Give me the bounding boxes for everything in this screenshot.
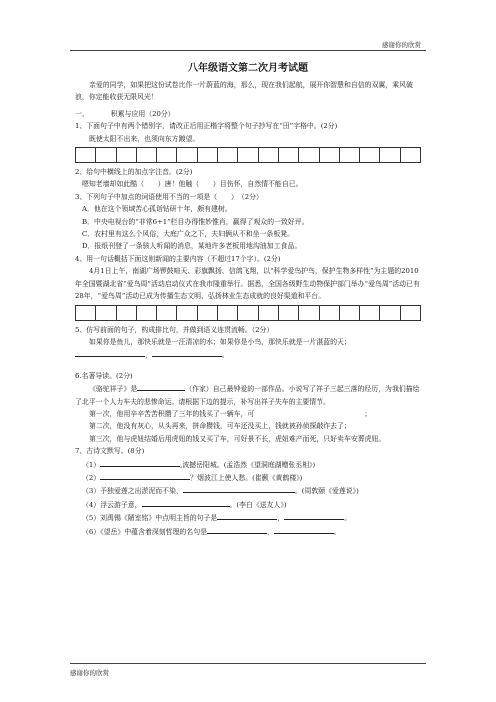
section-label: 积累与应用（20分） [110,109,175,118]
q7-stem: 7、古诗文默写。(8分) [75,447,145,456]
q7-line-1: （1） ,波撼岳阳城。(孟浩然《望洞庭湖赠张丞相》) [75,458,421,471]
q2-line: 嗯知老墙却如此酷（ ）唐！他触（ ）目伤怀，自然情不能自已。 [82,180,303,189]
section-heading [75,108,421,120]
q7-line-2: （2） ？烟波江上使人愁。(崔颢《黄鹤楼》) [75,471,421,484]
q5-stem: 5、仿写前面的句子，构成排比句，并做到语义连贯流畅。（2分） [75,325,274,334]
intro-text: 亲爱的同学，如果把这份试卷比作一片蔚蓝的海，那么，现在我们起航，展开你智慧和自信的双翼，乘风破浪，你定能收获无限风光！ [75,81,413,102]
q1-sentence: 既使太阳不出来，也须向东方踱望。 [89,134,200,143]
q7-line-3: （3）予独爱莲之出淤泥而不染， 。(周敦颐《爱莲说》) [75,484,421,497]
q6-item-2: 第二次，他没有灰心，从头再来，拼命攒钱，可车还没买上，钱就被孙侦探敲诈去了； [89,422,351,431]
q4-stem: 4、用一句话概括下面这则新闻的主要内容（不超过17个字）。(2分) [75,254,281,263]
q6-item-1: 第一次，他用辛辛苦苦积攒了三年的钱买了一辆车，可 ； [89,409,372,418]
q6-item-3: 第三次，他与虎妞结婚后用虎妞的钱又买了车，可好景不长，虎妞难产而死，只好卖车安葬虎妞。 [89,434,386,443]
q5-text: 如果你是鱼儿，那快乐就是一汪清凉的水；如果你是小鸟，那快乐就是一片湛蓝的天； [89,337,351,346]
exam-paper [75,62,421,538]
q4-news: 4月1日上午，南湖广场锣鼓喧天、彩旗飘扬、信鸽飞翔，以“科学爱鸟护鸟，保护生物多样性”为主题的2010年全国暨湖北省“爱鸟周”活动启动仪式在我市隆重举行。据悉，全国各级野生动物保护部门举办“爱鸟周”活动已有28年，“爱鸟周”活动已成为传播生态文明、弘扬林业生态成就的良好渠道和平台。 [75,267,420,301]
footer-divider [70,663,426,664]
q7-line-5: （5）刘禹锡《陋室铭》中点明主旨的句子是 ， 。 [75,511,421,524]
q1-stem: 1、下面句子中有两个错别字，请改正后用正楷字将整个句子抄写在“田”字格中。(2分) [75,122,338,131]
q6-stem: 6.名著导读。(2分) [75,371,133,380]
answer-grid[interactable] [75,305,421,321]
q7-line-4: （4）浮云游子意， 。(李白《送友人》) [75,498,421,511]
page-header: 感谢你的欣赏 [382,41,421,49]
q3-option-c: C．农村里有这么个风俗，大庭广众之下，夫妇俩从不和坐一条板凳。 [82,230,294,239]
page-title: 八年级语文第二次月考试题 [188,63,308,74]
q6-intro: 《骆驼祥子》是 （作家）自己最钟爱的一部作品。小说写了祥子三起三落的经历，为我们描绘了北平一个人力车夫的悲惨命运。请根据下边的提示，补写出祥子失车的主要情节。 [75,382,421,408]
tianzige-grid[interactable] [75,147,421,163]
header-divider [70,50,426,51]
q3-option-a: A．他在这个领域苦心孤诣钻研十年，颇有建树。 [82,205,232,214]
q3-option-d: D．报纸刊登了一条骇人听闻的消息，某地许多老板用地沟油加工食品。 [82,242,302,251]
q5-answer-line[interactable]: ， 。 [75,348,421,361]
q7-line-6: （6）《望岳》中蕴含着深刻哲理的名句是 ， 。 [75,525,421,538]
author-blank[interactable] [137,382,185,391]
page-footer: 感谢你的欣赏 [70,669,109,677]
q3-option-b: B．中央电视台的“非常6+1”栏目办得惟妙惟肖，赢得了观众的一致好评。 [82,217,309,226]
q2-stem: 2、给句中横线上的加点字注音。(2分) [75,168,193,177]
section-number: 一、 [75,109,89,118]
q3-stem: 3、下列句子中加点的词语使用不当的一项是（ ） （2分） [75,192,263,201]
